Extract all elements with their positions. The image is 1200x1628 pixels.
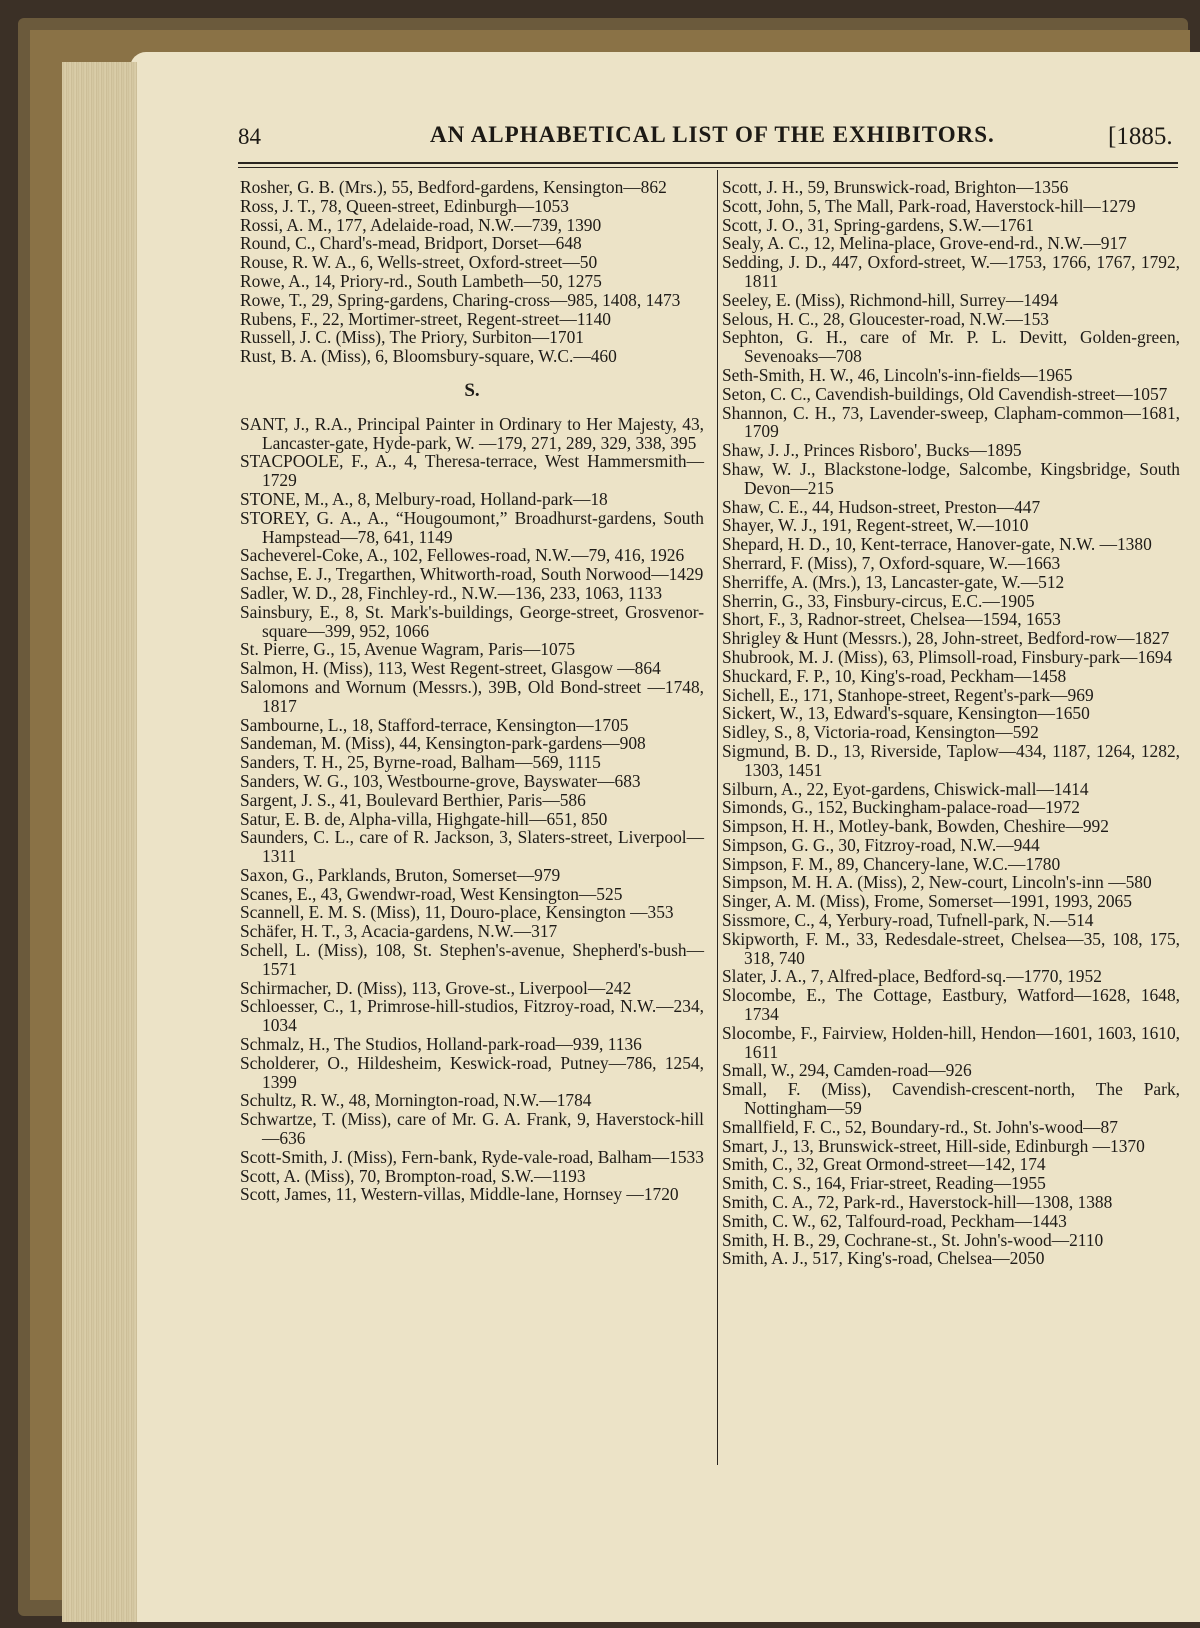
left-column (240, 178, 704, 1204)
header-rule-bottom (238, 167, 1178, 168)
exhibitor-entry: Sanders, T. H., 25, Byrne-road, Balham—569, 1115 (240, 752, 601, 773)
exhibitor-entry: Scannell, E. M. S. (Miss), 11, Douro-place, Kensington —353 (240, 902, 674, 923)
left-entries-after (240, 415, 704, 1204)
exhibitor-entry: Sacheverel-Coke, A., 102, Fellowes-road, N.W.—79, 416, 1926 (240, 545, 685, 566)
exhibitor-entry: Seeley, E. (Miss), Richmond-hill, Surrey—1494 (722, 289, 1059, 310)
exhibitor-entry: Sissmore, C., 4, Yerbury-road, Tufnell-park, N.—514 (722, 910, 1094, 931)
exhibitor-entry: Schell, L. (Miss), 108, St. Stephen's-avenue, Shepherd's-bush—1571 (240, 940, 704, 979)
exhibitor-entry: Shaw, W. J., Blackstone-lodge, Salcombe, Kingsbridge, South Devon—215 (722, 458, 1180, 498)
exhibitor-entry: Round, C., Chard's-mead, Bridport, Dorset—648 (240, 233, 582, 254)
exhibitor-entry: Skipworth, F. M., 33, Redesdale-street, Chelsea—35, 108, 175, 318, 740 (722, 928, 1180, 968)
exhibitor-entry: Sickert, W., 13, Edward's-square, Kensington—1650 (722, 703, 1090, 724)
exhibitor-entry: Sambourne, L., 18, Stafford-terrace, Kensington—1705 (240, 714, 629, 735)
exhibitor-entry: Scott, J. H., 59, Brunswick-road, Brighton—1356 (722, 177, 1069, 197)
exhibitor-entry: Shannon, C. H., 73, Lavender-sweep, Clapham-common—1681, 1709 (722, 402, 1180, 442)
exhibitor-entry: Simpson, F. M., 89, Chancery-lane, W.C.—1780 (722, 853, 1061, 874)
exhibitor-entry: Sephton, G. H., care of Mr. P. L. Devitt, Golden-green, Sevenoaks—708 (722, 327, 1180, 367)
exhibitor-entry: Schirmacher, D. (Miss), 113, Grove-st., Liverpool—242 (240, 977, 632, 998)
exhibitor-entry: Shubrook, M. J. (Miss), 63, Plimsoll-road, Finsbury-park—1694 (722, 646, 1173, 667)
exhibitor-entry: Smith, C. W., 62, Talfourd-road, Peckham—1443 (722, 1210, 1067, 1231)
exhibitor-entry: Sanders, W. G., 103, Westbourne-grove, Bayswater—683 (240, 770, 641, 791)
left-entries-before (240, 178, 704, 366)
exhibitor-entry: SANT, J., R.A., Principal Painter in Ordinary to Her Majesty, 43, Lancaster-gate, Hyde-park, W. —179, 271, 289, 329, 338, 395 (240, 413, 704, 453)
exhibitor-entry: Sachse, E. J., Tregarthen, Whitworth-road, South Norwood—1429 (240, 564, 704, 585)
exhibitor-entry: STACPOOLE, F., A., 4, Theresa-terrace, West Hammersmith—1729 (240, 451, 704, 491)
exhibitor-entry: Schwartze, T. (Miss), care of Mr. G. A. Frank, 9, Haverstock-hill—636 (240, 1109, 704, 1149)
exhibitor-entry: Scott, J. O., 31, Spring-gardens, S.W.—1761 (722, 214, 1034, 235)
exhibitor-entry: Smart, J., 13, Brunswick-street, Hill-side, Edinburgh —1370 (722, 1135, 1145, 1156)
exhibitor-entry: STOREY, G. A., A., “Hougoumont,” Broadhurst-gardens, South Hampstead—78, 641, 1149 (240, 507, 704, 547)
exhibitor-entry: Sherrin, G., 33, Finsbury-circus, E.C.—1905 (722, 590, 1035, 611)
exhibitor-entry: Singer, A. M. (Miss), Frome, Somerset—1991, 1993, 2065 (722, 891, 1132, 912)
exhibitor-entry: Shaw, C. E., 44, Hudson-street, Preston—447 (722, 496, 1041, 517)
exhibitor-entry: Smith, A. J., 517, King's-road, Chelsea—2050 (722, 1248, 1045, 1269)
exhibitor-entry: Rouse, R. W. A., 6, Wells-street, Oxford-street—50 (240, 252, 598, 273)
exhibitor-entry: Saunders, C. L., care of R. Jackson, 3, Slaters-street, Liverpool—1311 (240, 827, 704, 867)
exhibitor-entry: Seton, C. C., Cavendish-buildings, Old Cavendish-street—1057 (722, 383, 1168, 404)
exhibitor-entry: Smith, C. S., 164, Friar-street, Reading—1955 (722, 1173, 1046, 1194)
exhibitor-entry: Sherriffe, A. (Mrs.), 13, Lancaster-gate, W.—512 (722, 571, 1065, 592)
exhibitor-entry: Simpson, M. H. A. (Miss), 2, New-court, Lincoln's-inn —580 (722, 872, 1152, 893)
page-edges (62, 62, 137, 1622)
exhibitor-entry: Sidley, S., 8, Victoria-road, Kensington—592 (722, 722, 1039, 743)
section-heading: S. (464, 379, 480, 401)
page-year: [1885. (1108, 123, 1173, 150)
page-title: AN ALPHABETICAL LIST OF THE EXHIBITORS. (430, 122, 995, 147)
exhibitor-entry: Sandeman, M. (Miss), 44, Kensington-park-gardens—908 (240, 733, 646, 754)
exhibitor-entry: Slater, J. A., 7, Alfred-place, Bedford-sq.—1770, 1952 (722, 966, 1102, 987)
exhibitor-entry: Rossi, A. M., 177, Adelaide-road, N.W.—739, 1390 (240, 214, 602, 235)
column-divider (717, 170, 718, 1465)
exhibitor-entry: Scott-Smith, J. (Miss), Fern-bank, Ryde-vale-road, Balham—1533 (240, 1146, 704, 1167)
exhibitor-entry: Rowe, A., 14, Priory-rd., South Lambeth—50, 1275 (240, 270, 602, 291)
exhibitor-entry: Shayer, W. J., 191, Regent-street, W.—1010 (722, 515, 1029, 536)
header-rule-top (238, 162, 1178, 164)
exhibitor-entry: Shrigley & Hunt (Messrs.), 28, John-street, Bedford-row—1827 (722, 628, 1170, 649)
exhibitor-entry: Simonds, G., 152, Buckingham-palace-road—1972 (722, 797, 1080, 818)
exhibitor-entry: Rust, B. A. (Miss), 6, Bloomsbury-square, W.C.—460 (240, 346, 617, 367)
exhibitor-entry: Scanes, E., 43, Gwendwr-road, West Kensington—525 (240, 883, 623, 904)
exhibitor-entry: Salmon, H. (Miss), 113, West Regent-street, Glasgow —864 (240, 658, 661, 679)
right-column (722, 178, 1180, 1268)
exhibitor-entry: Slocombe, F., Fairview, Holden-hill, Hendon—1601, 1603, 1610, 1611 (722, 1022, 1180, 1062)
exhibitor-entry: Silburn, A., 22, Eyot-gardens, Chiswick-mall—1414 (722, 778, 1089, 799)
exhibitor-entry: Sainsbury, E., 8, St. Mark's-buildings, George-street, Grosvenor-square—399, 952, 1066 (240, 601, 704, 641)
exhibitor-entry: Shepard, H. D., 10, Kent-terrace, Hanover-gate, N.W. —1380 (722, 534, 1152, 555)
exhibitor-entry: Smith, C. A., 72, Park-rd., Haverstock-hill—1308, 1388 (722, 1192, 1113, 1213)
exhibitor-entry: Scott, James, 11, Western-villas, Middle-lane, Hornsey —1720 (240, 1184, 679, 1205)
exhibitor-entry: Rosher, G. B. (Mrs.), 55, Bedford-gardens, Kensington—862 (240, 177, 667, 197)
exhibitor-entry: Sadler, W. D., 28, Finchley-rd., N.W.—136, 233, 1063, 1133 (240, 582, 663, 603)
exhibitor-entry: Sherrard, F. (Miss), 7, Oxford-square, W.—1663 (722, 552, 1061, 573)
exhibitor-entry: Simpson, G. G., 30, Fitzroy-road, N.W.—944 (722, 834, 1040, 855)
exhibitor-entry: Short, F., 3, Radnor-street, Chelsea—1594, 1653 (722, 609, 1061, 630)
exhibitor-entry: Schmalz, H., The Studios, Holland-park-road—939, 1136 (240, 1034, 642, 1055)
exhibitor-entry: Schultz, R. W., 48, Mornington-road, N.W.—1784 (240, 1090, 592, 1111)
exhibitor-entry: Scholderer, O., Hildesheim, Keswick-road, Putney—786, 1254, 1399 (240, 1052, 704, 1092)
exhibitor-entry: STONE, M., A., 8, Melbury-road, Holland-park—18 (240, 488, 608, 509)
exhibitor-entry: Selous, H. C., 28, Gloucester-road, N.W.—153 (722, 308, 1049, 329)
exhibitor-entry: Saxon, G., Parklands, Bruton, Somerset—979 (240, 864, 561, 885)
exhibitor-entry: St. Pierre, G., 15, Avenue Wagram, Paris—1075 (240, 639, 576, 660)
exhibitor-entry: Sichell, E., 171, Stanhope-street, Regent's-park—969 (722, 684, 1094, 705)
exhibitor-entry: Rubens, F., 22, Mortimer-street, Regent-street—1140 (240, 308, 611, 329)
exhibitor-entry: Seth-Smith, H. W., 46, Lincoln's-inn-fields—1965 (722, 364, 1073, 385)
exhibitor-entry: Sigmund, B. D., 13, Riverside, Taplow—434, 1187, 1264, 1282, 1303, 1451 (722, 740, 1180, 780)
exhibitor-entry: Scott, John, 5, The Mall, Park-road, Haverstock-hill—1279 (722, 195, 1136, 216)
exhibitor-entry: Small, W., 294, Camden-road—926 (722, 1060, 972, 1081)
exhibitor-entry: Ross, J. T., 78, Queen-street, Edinburgh—1053 (240, 195, 569, 216)
page-number: 84 (238, 124, 261, 149)
page-header (230, 118, 1180, 154)
exhibitor-entry: Smith, C., 32, Great Ormond-street—142, 174 (722, 1154, 1046, 1175)
exhibitor-entry: Scott, A. (Miss), 70, Brompton-road, S.W.—1193 (240, 1165, 586, 1186)
exhibitor-entry: Smallfield, F. C., 52, Boundary-rd., St. John's-wood—87 (722, 1116, 1118, 1137)
exhibitor-entry: Sedding, J. D., 447, Oxford-street, W.—1753, 1766, 1767, 1792, 1811 (722, 252, 1180, 291)
right-entries (722, 178, 1180, 1268)
exhibitor-entry: Sargent, J. S., 41, Boulevard Berthier, Paris—586 (240, 789, 586, 810)
exhibitor-entry: Simpson, H. H., Motley-bank, Bowden, Cheshire—992 (722, 816, 1109, 837)
exhibitor-entry: Slocombe, E., The Cottage, Eastbury, Watford—1628, 1648, 1734 (722, 985, 1180, 1025)
exhibitor-entry: Shuckard, F. P., 10, King's-road, Peckham—1458 (722, 665, 1067, 686)
exhibitor-entry: Russell, J. C. (Miss), The Priory, Surbiton—1701 (240, 327, 584, 348)
exhibitor-entry: Schäfer, H. T., 3, Acacia-gardens, N.W.—317 (240, 921, 558, 942)
exhibitor-entry: Rowe, T., 29, Spring-gardens, Charing-cross—985, 1408, 1473 (240, 289, 681, 310)
exhibitor-entry: Shaw, J. J., Princes Risboro', Bucks—1895 (722, 440, 1022, 461)
exhibitor-entry: Small, F. (Miss), Cavendish-crescent-north, The Park, Nottingham—59 (722, 1079, 1180, 1119)
exhibitor-entry: Salomons and Wornum (Messrs.), 39B, Old Bond-street —1748, 1817 (240, 676, 704, 716)
exhibitor-entry: Smith, H. B., 29, Cochrane-st., St. John's-wood—2110 (722, 1229, 1104, 1250)
exhibitor-entry: Satur, E. B. de, Alpha-villa, Highgate-hill—651, 850 (240, 808, 608, 829)
exhibitor-entry: Schloesser, C., 1, Primrose-hill-studios, Fitzroy-road, N.W.—234, 1034 (240, 996, 704, 1036)
exhibitor-entry: Sealy, A. C., 12, Melina-place, Grove-end-rd., N.W.—917 (722, 233, 1127, 254)
